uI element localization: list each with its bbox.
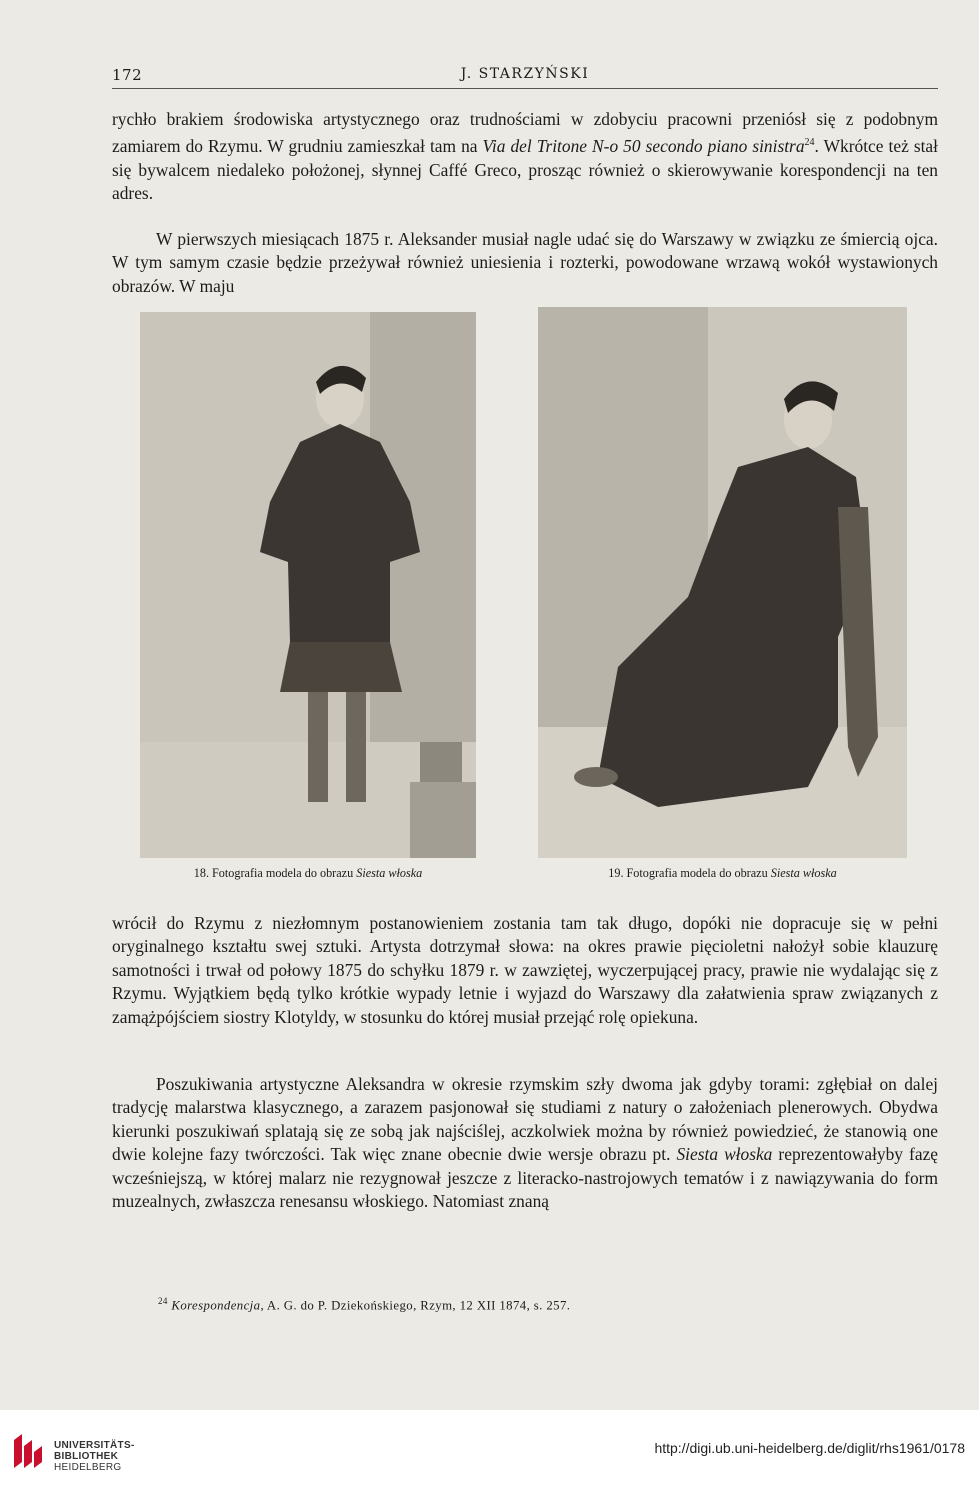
running-head: J. STARZYŃSKI xyxy=(460,66,590,82)
footnote-reference[interactable]: 24 xyxy=(804,137,815,149)
footnote-source: Korespondencja xyxy=(171,1298,261,1313)
page-header xyxy=(112,66,938,89)
figure-18-caption xyxy=(140,866,476,881)
footnote xyxy=(158,1296,938,1313)
paragraph-2-text: W pierwszych miesiącach 1875 r. Aleksander musiał nagle udać się do Warszawy w związku ze śmiercią ojca. W tym samym czasie będzie przeżywał również uniesienia i rozterki, powodowane wrzawą wokół wystawionych obrazów. W maju xyxy=(112,229,938,296)
paragraph-1 xyxy=(112,108,938,205)
figure-19-caption xyxy=(538,866,907,881)
standing-model-illustration xyxy=(140,312,476,858)
paragraph-4-text-a: Poszukiwania artystyczne Aleksandra w okresie rzymskim szły dwoma jak gdyby torami: zgłębiał on dalej tradycję malarstwa klasycznego, a zarazem pasjonował się studiami z natury o założeniach plenerowych. Obydwa kierunki poszukiwań splatają się ze sobą jak najściślej, aczkolwiek można by również powiedzieć, że stanowią one dwie kolejne fazy twórczości. Tak więc znane obecnie dwie wersje obrazu pt. xyxy=(112,1074,938,1165)
footnote-number: 24 xyxy=(158,1296,168,1306)
permalink-url[interactable]: http://digi.ub.uni-heidelberg.de/diglit/rhs1961/0178 xyxy=(654,1440,965,1456)
figure-19-photo xyxy=(538,307,907,858)
figure-18-caption-text: 18. Fotografia modela do obrazu xyxy=(193,866,357,880)
paragraph-3-text: wrócił do Rzymu z niezłomnym postanowieniem zostania tam tak długo, dopóki nie dopracuje się w pełni oryginalnego kształtu swej sztuki. Artysta dotrzymał słowa: na okres prawie pięcioletni nałożył sobie klauzurę samotności i trwał od połowy 1875 do schyłku 1879 r. w zawziętej, wyczerpującej pracy, prawie nie wydalając się z Rzymu. Wyjątkiem będą tylko krótkie wypady letnie i wyjazd do Warszawy dla załatwienia spraw związanych z zamążpójściem siostry Klotyldy, w stosunku do której musiał przejąć rolę opiekuna. xyxy=(112,913,938,1027)
seated-model-illustration xyxy=(538,307,907,858)
university-library-name[interactable] xyxy=(54,1440,135,1473)
page-number: 172 xyxy=(112,66,143,84)
logo-line-1: UNIVERSITÄTS- xyxy=(54,1440,135,1451)
figure-19-caption-text: 19. Fotografia modela do obrazu xyxy=(608,866,771,880)
paragraph-2 xyxy=(112,228,938,298)
figure-19-caption-title: Siesta włoska xyxy=(770,866,837,880)
figure-18-photo xyxy=(140,312,476,858)
university-library-logo-icon[interactable] xyxy=(10,1432,46,1472)
paragraph-1-address: Via del Tritone N-o 50 secondo piano sinistra xyxy=(482,136,805,157)
paragraph-4-text-b: reprezentowałyby fazę wcześniejszą, w której malarz nie rezygnował jeszcze z literacko-nastrojowych tematów i z nawiązywania do form muzealnych, zwłaszcza renesansu włoskiego. Natomiast znaną xyxy=(112,1144,939,1212)
paragraph-1-text-a: rychło brakiem środowiska artystycznego oraz trudnościami w zdobyciu pracowni przeniósł się z podobnym zamiarem do Rzymu. W grudniu zamieszkał tam na xyxy=(112,109,938,157)
paragraph-4 xyxy=(112,1073,938,1213)
figure-18-caption-title: Siesta włoska xyxy=(356,866,423,880)
logo-line-2: BIBLIOTHEK xyxy=(54,1451,119,1462)
footnote-text: , A. G. do P. Dziekońskiego, Rzym, 12 XII 1874, s. 257. xyxy=(260,1298,571,1313)
paragraph-1-text-b: . Wkrótce też stał się bywalcem niedaleko położonej, słynnej Caffé Greco, prosząc również o skierowywanie korespondencji na ten adres. xyxy=(112,136,938,204)
paragraph-4-title: Siesta włoska xyxy=(676,1144,773,1165)
logo-line-3: HEIDELBERG xyxy=(54,1462,122,1473)
paragraph-3 xyxy=(112,912,938,1029)
